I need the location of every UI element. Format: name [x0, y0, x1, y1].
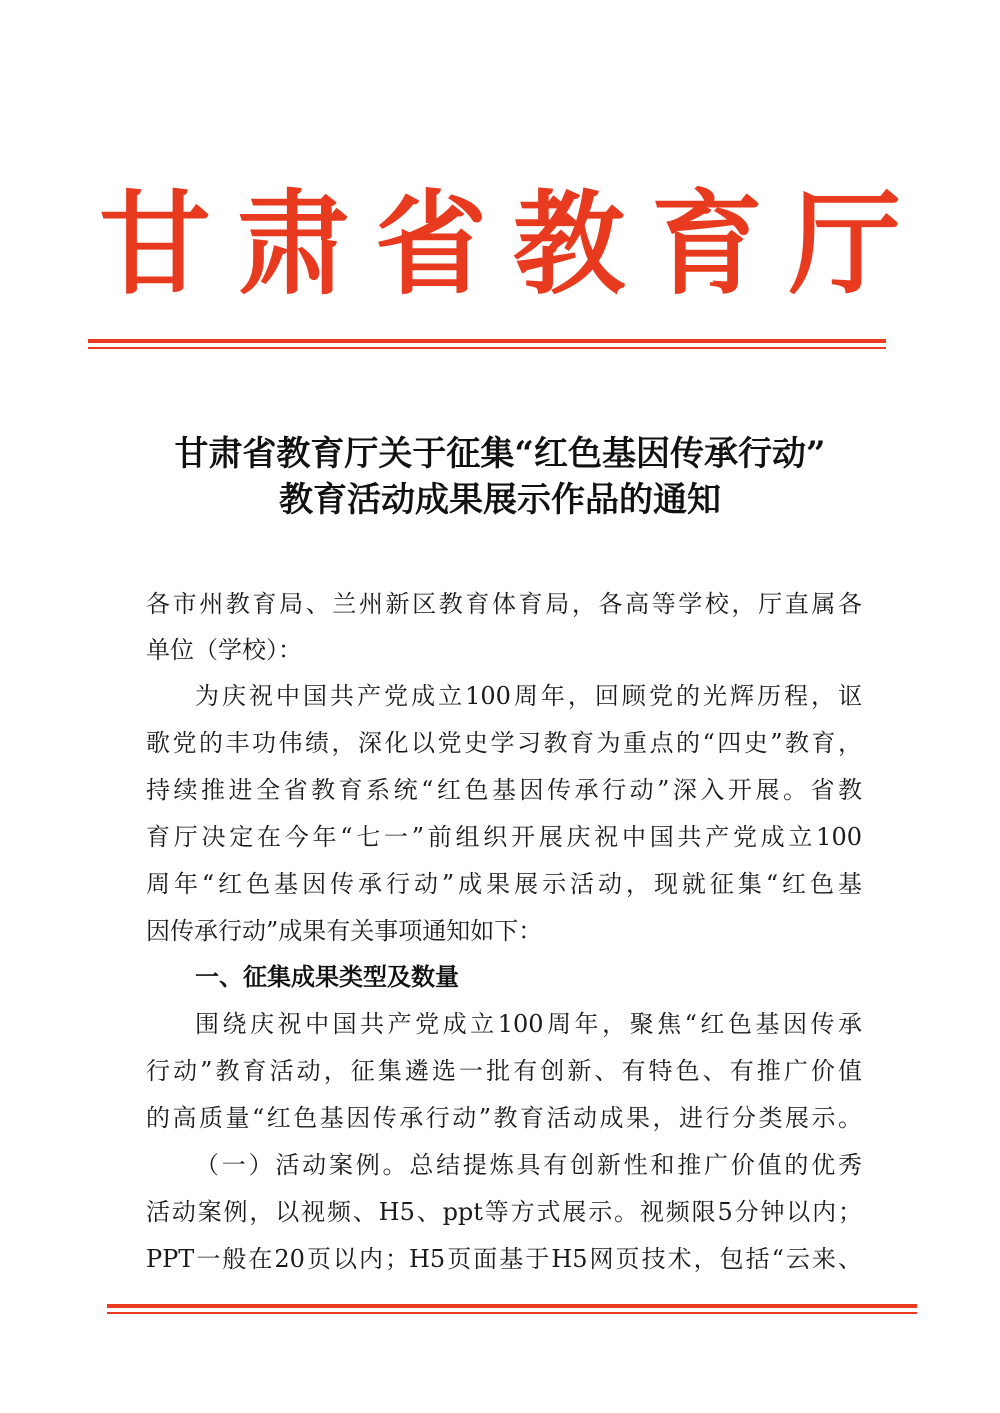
- paragraph-line: 围绕庆祝中国共产党成立100周年，聚焦“红色基因传承: [195, 1010, 862, 1038]
- document-title-line-1: 甘肃省教育厅关于征集“红色基因传承行动”: [174, 434, 826, 474]
- paragraph-line: 为庆祝中国共产党成立100周年，回顾党的光辉历程，讴: [195, 682, 862, 710]
- footer-divider-thin: [107, 1312, 917, 1314]
- paragraph-line: 歌党的丰功伟绩，深化以党史学习教育为重点的“四史”教育，: [146, 729, 862, 757]
- paragraph-line: 育厅决定在今年“七一”前组织开展庆祝中国共产党成立100: [146, 823, 862, 851]
- paragraph-line: PPT一般在20页以内；H5页面基于H5网页技术，包括“云来、: [146, 1245, 862, 1273]
- document-title-line-2: 教育活动成果展示作品的通知: [279, 480, 721, 520]
- masthead-org-name: 甘肃省教育厅: [99, 179, 927, 310]
- paragraph-line: 行动”教育活动，征集遴选一批有创新、有特色、有推广价值: [146, 1057, 862, 1085]
- section-heading: 一、征集成果类型及数量: [195, 963, 459, 991]
- paragraph-line: 活动案例，以视频、H5、ppt等方式展示。视频限5分钟以内；: [146, 1198, 862, 1226]
- paragraph-line: 周年“红色基因传承行动”成果展示活动，现就征集“红色基: [146, 870, 862, 898]
- paragraph-line: （一）活动案例。总结提炼具有创新性和推广价值的优秀: [195, 1151, 862, 1179]
- salutation-line-2: 单位（学校）：: [146, 636, 302, 664]
- paragraph-line: 因传承行动”成果有关事项通知如下：: [146, 917, 543, 945]
- paragraph-line: 的高质量“红色基因传承行动”教育活动成果，进行分类展示。: [146, 1104, 862, 1132]
- footer-divider-thick: [107, 1304, 917, 1308]
- salutation-line-1: 各市州教育局、兰州新区教育体育局，各高等学校，厅直属各: [146, 590, 862, 618]
- masthead-divider-thin: [88, 347, 886, 349]
- paragraph-line: 持续推进全省教育系统“红色基因传承行动”深入开展。省教: [146, 776, 862, 804]
- masthead-divider-thick: [88, 339, 886, 343]
